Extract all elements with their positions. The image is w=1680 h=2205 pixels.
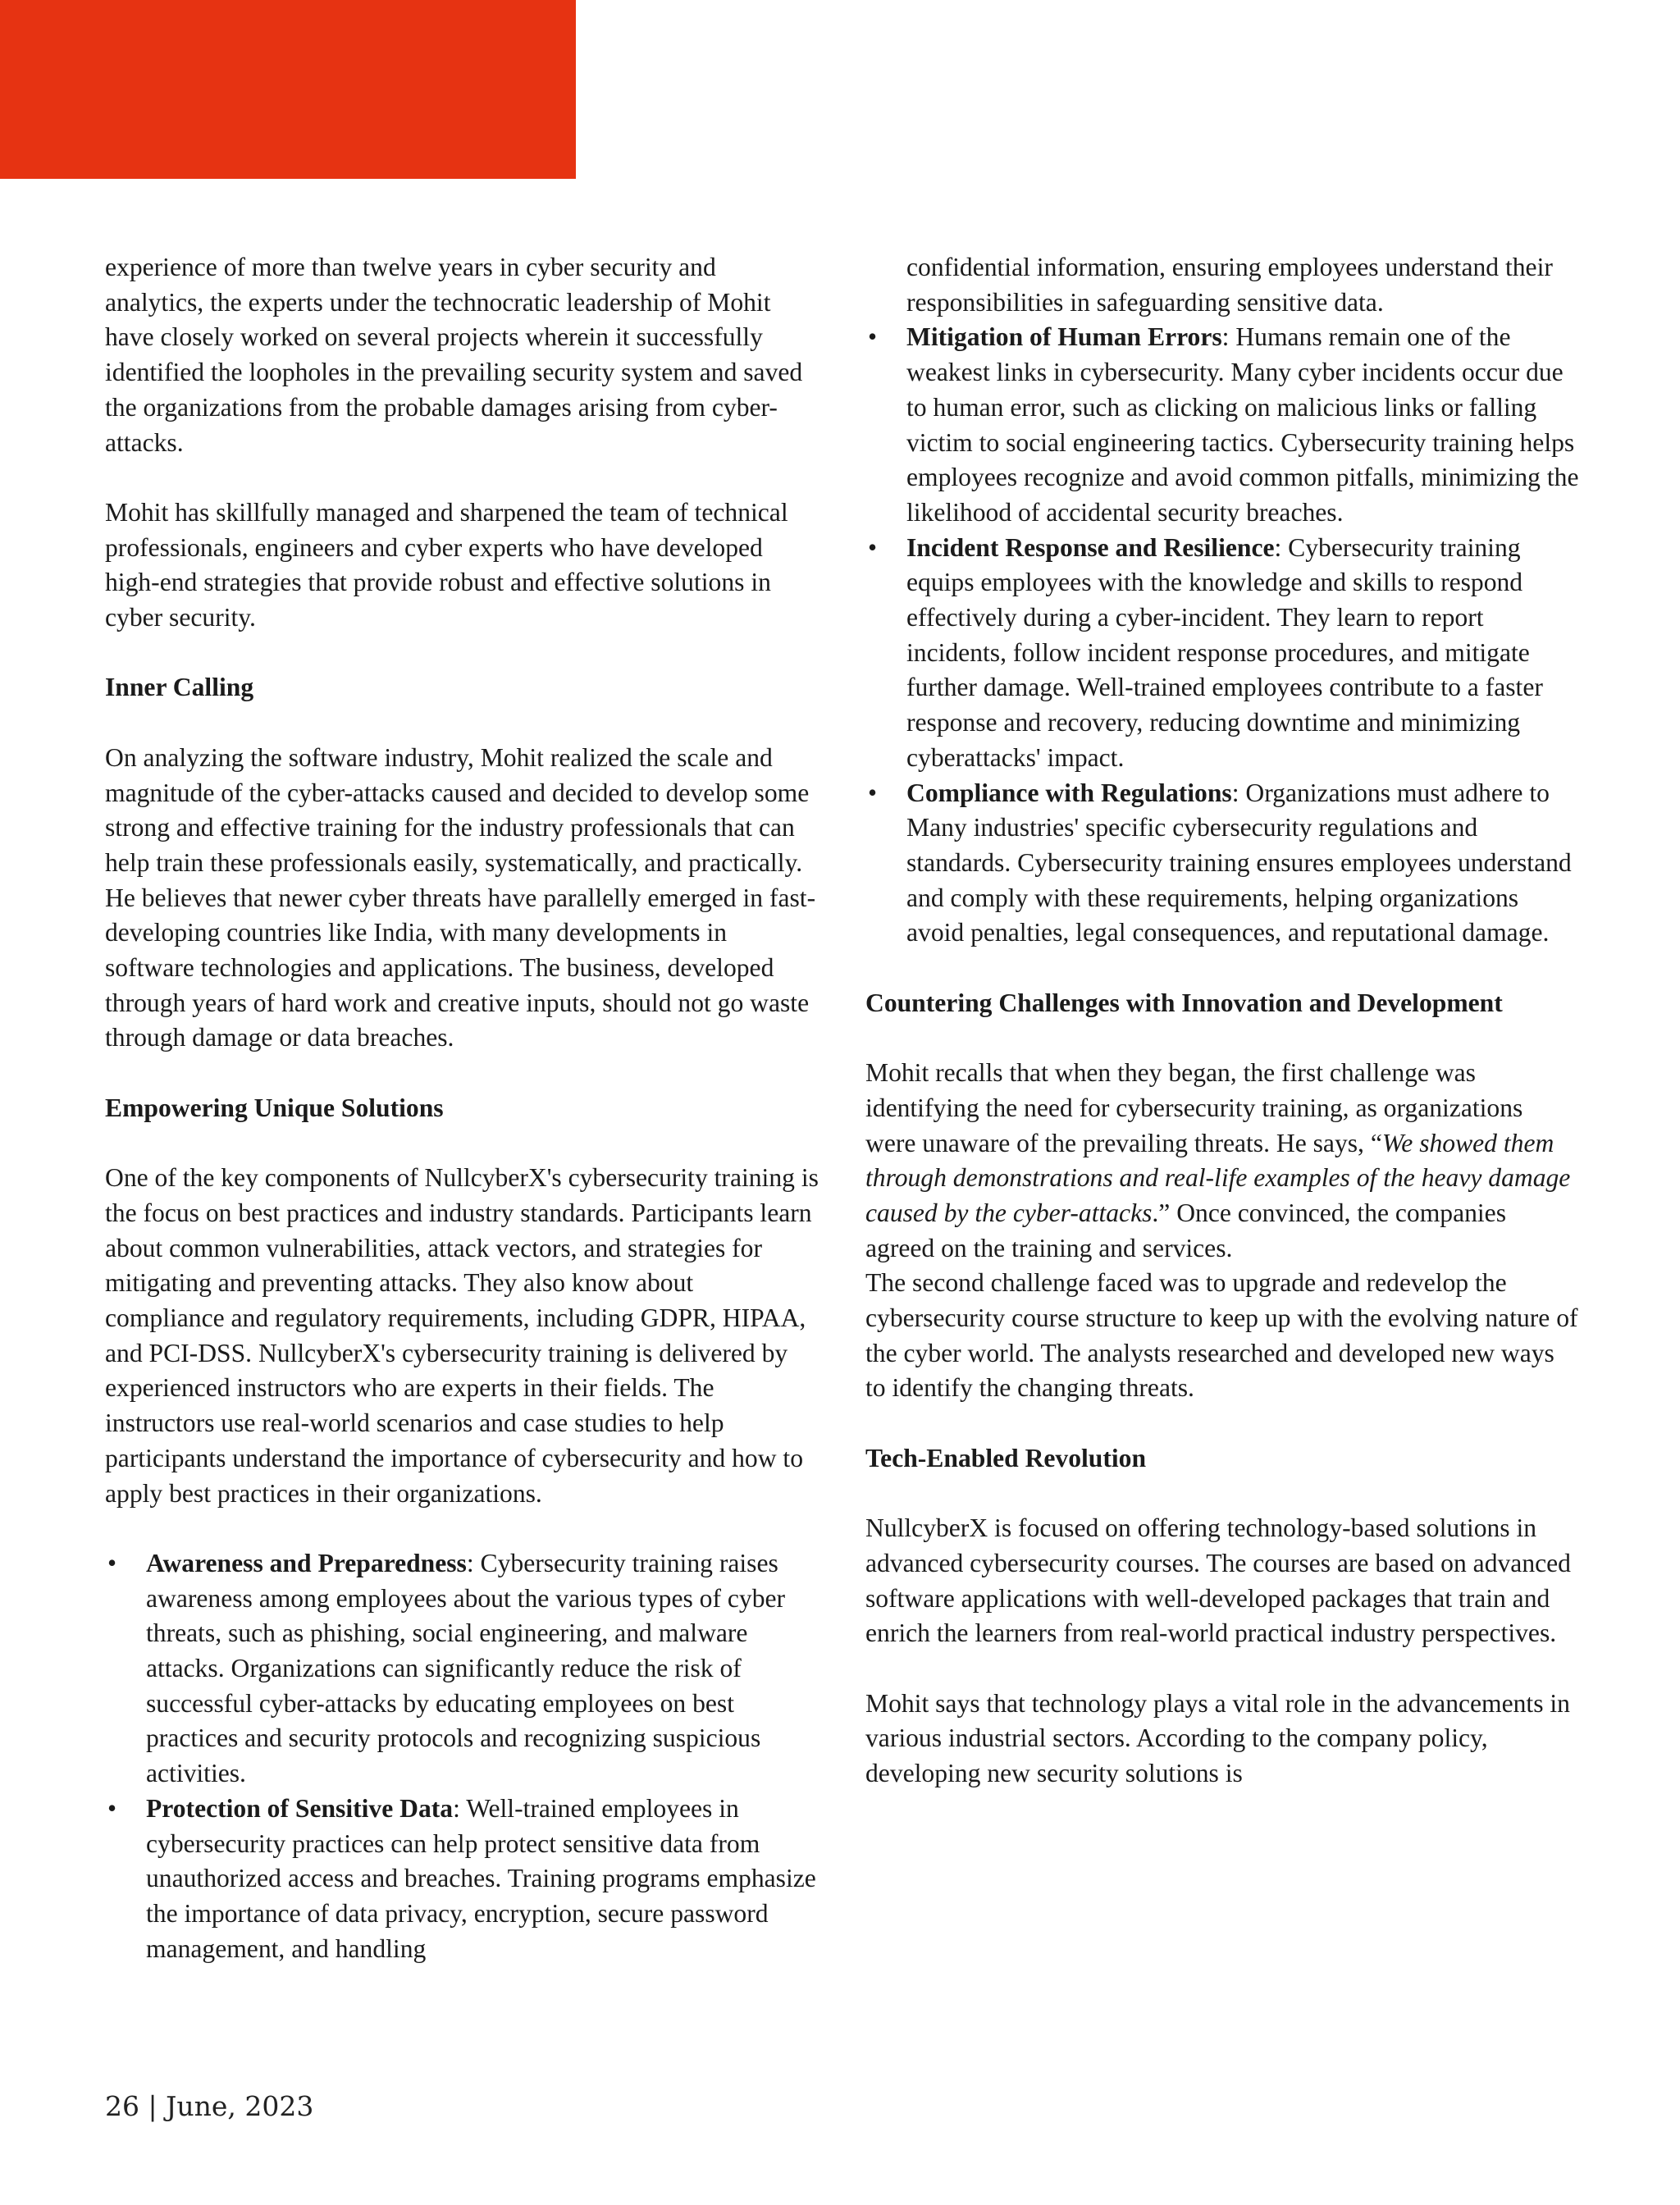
bullet-continuation: confidential information, ensuring employees understand their responsibilities in safeguarding sensitive data. (906, 253, 1553, 317)
paragraph-inner-calling: On analyzing the software industry, Mohit realized the scale and magnitude of the cyber-attacks caused and decided to develop some strong and effective training for the industry professionals that can help train these professionals easily, systematically, and practically. He believes that newer cyber threats have parallelly emerged in fast-developing countries like India, with many developments in software technologies and applications. The business, developed through years of hard work and creative inputs, should not go waste through damage or data breaches. (105, 742, 816, 1052)
paragraph-second-challenge: The second challenge faced was to upgrade and redevelop the cybersecurity course structure to keep up with the evolving nature of the cyber world. The analysts researched and developed new ways to identify the changing threats. (865, 1268, 1578, 1403)
list-item-human-errors (865, 320, 1579, 530)
list-item-awareness (105, 1546, 819, 1792)
paragraph-nullcyberx-focus: NullcyberX is focused on offering technology-based solutions in advanced cybersecurity courses. The courses are based on advanced software applications with well-developed packages that train and enrich the learners from real-world practical industry perspectives. (865, 1513, 1571, 1648)
paragraph-team: Mohit has skillfully managed and sharpened the team of technical professionals, engineers and cyber experts who have developed high-end strategies that provide robust and effective solutions in cyber security. (105, 497, 788, 632)
bullet-text: : Organizations must adhere to Many industries' specific cybersecurity regulations and standards. Cybersecurity training ensures employees understand and comply with these requirements, helping organizations avoid penalties, legal consequences, and reputational damage. (906, 778, 1572, 947)
bullet-text: : Humans remain one of the weakest links in cybersecurity. Many cyber incidents occur due to human error, such as clicking on malicious links or falling victim to social engineering tactics. Cybersecurity training helps employees recognize and avoid common pitfalls, minimizing the likelihood of accidental security breaches. (906, 322, 1579, 527)
paragraph-technology-role: Mohit says that technology plays a vital role in the advancements in various industrial sectors. According to the company policy, developing new security solutions is (865, 1688, 1570, 1788)
quote-intro: Mohit recalls that when they began, the first challenge was identifying the need for cybersecurity training, as organizations were unaware of the prevailing threats. He says, “ (865, 1058, 1523, 1157)
quote-outro: .” Once convinced, the companies agreed on the training and services. (865, 1198, 1506, 1262)
list-item-incident-response (865, 531, 1579, 776)
paragraph-experience: experience of more than twelve years in cyber security and analytics, the experts under the technocratic leadership of Mohit have closely worked on several projects wherein it successfully identified the loopholes in the prevailing security system and saved the organizations from the probable damages arising from cyber-attacks. (105, 253, 803, 457)
heading-countering-challenges: Countering Challenges with Innovation and Development (865, 988, 1503, 1017)
bullet-title: Awareness and Preparedness (146, 1548, 467, 1577)
paragraph-key-components: One of the key components of NullcyberX's cybersecurity training is the focus on best practices and industry standards. Participants learn about common vulnerabilities, attack vectors, and strategies for mitigating and preventing attacks. They also know about compliance and regulatory requirements, including GDPR, HIPAA, and PCI-DSS. NullcyberX's cybersecurity training is delivered by experienced instructors who are experts in their fields. The instructors use real-world scenarios and case studies to help participants understand the importance of cybersecurity and how to apply best practices in their organizations. (105, 1163, 819, 1508)
bullet-title: Mitigation of Human Errors (906, 322, 1222, 352)
list-item-sensitive-data (105, 1792, 819, 1967)
heading-empowering-solutions: Empowering Unique Solutions (105, 1093, 444, 1122)
heading-inner-calling: Inner Calling (105, 673, 254, 702)
bullet-title: Protection of Sensitive Data (146, 1793, 454, 1823)
paragraph-first-challenge (865, 1056, 1579, 1266)
benefits-list-left (105, 1546, 819, 1966)
bullet-title: Incident Response and Resilience (906, 532, 1275, 562)
header-accent-block (0, 0, 576, 179)
left-column (105, 250, 819, 1966)
list-item-compliance (865, 776, 1579, 952)
bullet-text: : Well-trained employees in cybersecurity practices can help protect sensitive data from unauthorized access and breaches. Training programs emphasize the importance of data privacy, encryption, secure password management, and handling (146, 1793, 816, 1963)
right-column (865, 250, 1579, 1827)
bullet-text: : Cybersecurity training equips employees with the knowledge and skills to respond effectively during a cyber-incident. They learn to report incidents, follow incident response procedures, and mitigate further damage. Well-trained employees contribute to a faster response and recovery, reducing downtime and minimizing cyberattacks' impact. (906, 532, 1543, 772)
heading-tech-enabled: Tech-Enabled Revolution (865, 1443, 1147, 1472)
bullet-text: : Cybersecurity training raises awareness among employees about the various types of cyber threats, such as phishing, social engineering, and malware attacks. Organizations can significantly reduce the risk of successful cyber-attacks by educating employees on best practices and security protocols and recognizing suspicious activities. (146, 1548, 786, 1788)
page-footer: 26 | June, 2023 (105, 2090, 314, 2122)
bullet-title: Compliance with Regulations (906, 778, 1232, 807)
benefits-list-right (865, 320, 1579, 951)
quote-text: We showed them through demonstrations and real-life examples of the heavy damage caused by the cyber-attacks (865, 1128, 1571, 1227)
